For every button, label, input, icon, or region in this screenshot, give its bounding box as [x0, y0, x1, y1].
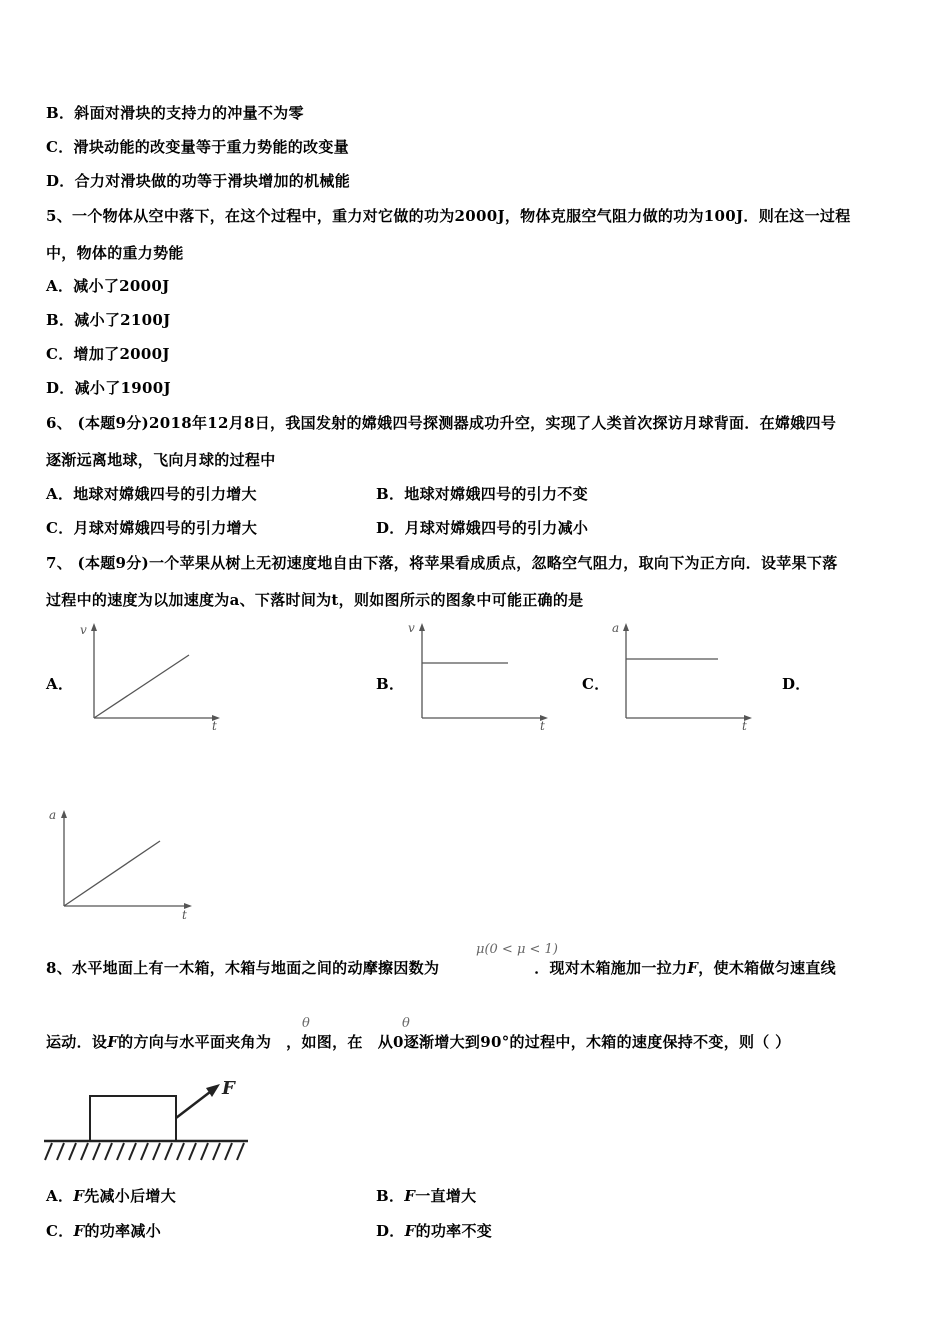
option-letter: C． — [46, 519, 74, 537]
q6-option-b — [376, 483, 588, 504]
q7-option-c-letter: C． — [582, 675, 610, 693]
y-axis-arrow — [623, 623, 629, 631]
q4-option-c — [46, 136, 349, 157]
option-symbol: F — [404, 1187, 416, 1205]
option-text: 月球对嫦娥四号的引力增大 — [73, 519, 258, 537]
option-text: 滑块动能的改变量等于重力势能的改变量 — [73, 138, 349, 156]
option-text: 一直增大 — [415, 1187, 477, 1205]
option-letter: D． — [46, 379, 75, 397]
y-axis-label: a — [612, 621, 620, 635]
ground-hatching — [45, 1143, 244, 1160]
option-text: 减小了1900J — [74, 379, 171, 397]
option-letter: C． — [46, 138, 74, 156]
q7-stem-line2: 过程中的速度为以加速度为a、下落时间为t，则如图所示的图象中可能正确的是 — [46, 591, 584, 609]
q8-text: 8、水平地面上有一木箱，木箱与地面之间的动摩擦因数为 — [46, 959, 440, 977]
graph-line — [94, 655, 189, 718]
q8-option-d — [376, 1220, 492, 1241]
q4-option-d — [46, 170, 350, 191]
wooden-box — [90, 1096, 176, 1141]
q6-stem-line2: 逐渐远离地球，飞向月球的过程中 — [46, 451, 276, 469]
option-letter: A． — [46, 485, 74, 503]
option-text: 月球对嫦娥四号的引力减小 — [404, 519, 589, 537]
q5-option-a — [46, 275, 170, 296]
q8-text: 的方向与水平面夹角为 — [118, 1033, 272, 1051]
option-symbol: F — [404, 1222, 416, 1240]
q8-text: 运动．设 — [46, 1033, 108, 1051]
option-letter: C． — [46, 1222, 74, 1240]
q8-option-a — [46, 1185, 176, 1206]
option-letter: C． — [46, 345, 74, 363]
option-text: 减小了2000J — [73, 277, 170, 295]
q8-option-b — [376, 1185, 476, 1206]
q6-stem-line1: 6、 (本题9分)2018年12月8日，我国发射的嫦娥四号探测器成功升空，实现了人类首次探访月球背面．在嫦娥四号 — [46, 414, 837, 432]
x-axis-label: t — [742, 719, 747, 732]
q7-graph-b — [404, 620, 554, 732]
q8-mu-formula: μ(0 < μ < 1) — [476, 942, 558, 957]
q7-graph-c — [608, 620, 758, 732]
option-letter: B． — [376, 1187, 405, 1205]
q8-text: 从0逐渐增大到90°的过程中，木箱的速度保持不变，则（ ） — [377, 1033, 791, 1051]
option-letter: B． — [46, 311, 75, 329]
y-axis-arrow — [419, 623, 425, 631]
option-text: 先减小后增大 — [84, 1187, 177, 1205]
q8-text: ，使木箱做匀速直线 — [698, 959, 836, 977]
y-axis-arrow — [61, 810, 67, 818]
q8-text: ．现对木箱施加一拉力 — [534, 959, 688, 977]
q7-option-d-letter: D． — [782, 675, 811, 693]
option-letter: D． — [376, 519, 405, 537]
q7-option-b-letter: B． — [376, 675, 405, 693]
y-axis-label: v — [408, 621, 415, 635]
q5-option-c — [46, 343, 170, 364]
q5-stem-line2: 中，物体的重力势能 — [46, 244, 184, 262]
option-symbol: F — [73, 1222, 85, 1240]
force-arrow-head — [206, 1084, 220, 1097]
q8-force-symbol: F — [107, 1033, 119, 1051]
option-letter: D． — [376, 1222, 405, 1240]
force-arrow-shaft — [176, 1092, 210, 1118]
y-axis-arrow — [91, 623, 97, 631]
option-text: 的功率不变 — [415, 1222, 493, 1240]
option-text: 的功率减小 — [84, 1222, 162, 1240]
q7-graph-a — [76, 620, 226, 732]
q8-option-c — [46, 1220, 161, 1241]
q5-option-d — [46, 377, 171, 398]
option-text: 斜面对滑块的支持力的冲量不为零 — [74, 104, 304, 122]
option-letter: D． — [46, 172, 75, 190]
option-text: 合力对滑块做的功等于滑块增加的机械能 — [74, 172, 351, 190]
q8-text: ，如图，在 — [286, 1033, 363, 1051]
q5-option-b — [46, 309, 171, 330]
option-text: 地球对嫦娥四号的引力不变 — [404, 485, 588, 503]
x-axis-label: t — [212, 719, 217, 732]
option-symbol: F — [73, 1187, 85, 1205]
q8-stem-line2 — [46, 1031, 790, 1052]
q8-theta-symbol-1: θ — [302, 1016, 310, 1031]
q8-stem-line1 — [46, 957, 836, 978]
option-letter: B． — [376, 485, 405, 503]
option-text: 减小了2100J — [74, 311, 171, 329]
graph-line — [64, 841, 160, 906]
q8-theta-symbol-2: θ — [402, 1016, 410, 1031]
q7-graph-d — [44, 806, 204, 922]
option-letter: A． — [46, 1187, 74, 1205]
option-letter: A． — [46, 277, 74, 295]
q6-option-c — [46, 517, 257, 538]
q7-stem-line1: 7、 (本题9分)一个苹果从树上无初速度地自由下落，将苹果看成质点，忽略空气阻力，取向下为正方向．设苹果下落 — [46, 554, 838, 572]
force-label: F — [222, 1078, 235, 1099]
q6-option-a — [46, 483, 257, 504]
option-letter: B． — [46, 104, 75, 122]
y-axis-label: v — [80, 623, 87, 637]
x-axis-label: t — [540, 719, 545, 732]
q8-box-figure — [44, 1074, 250, 1166]
q5-stem-line1: 5、一个物体从空中落下，在这个过程中，重力对它做的功为2000J，物体克服空气阻力做的功为100J．则在这一过程 — [46, 207, 851, 225]
q8-force-symbol: F — [687, 959, 699, 977]
option-text: 增加了2000J — [73, 345, 170, 363]
option-text: 地球对嫦娥四号的引力增大 — [73, 485, 257, 503]
q6-option-d — [376, 517, 588, 538]
y-axis-label: a — [49, 808, 57, 822]
x-axis-label: t — [182, 908, 187, 922]
q7-option-a-letter: A． — [46, 675, 74, 693]
q4-option-b — [46, 102, 304, 123]
